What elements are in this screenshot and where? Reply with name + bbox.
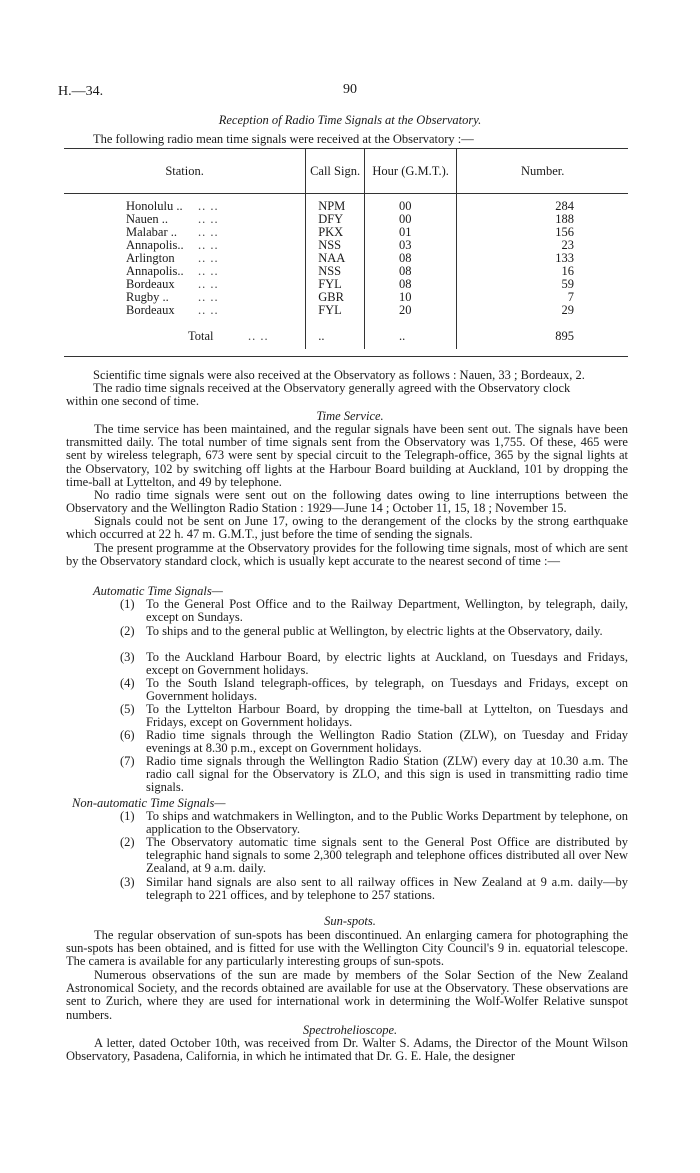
number-cell: 16: [457, 265, 628, 278]
callsign-cell: PKX: [306, 226, 365, 239]
table-bottom-rule: [64, 356, 628, 357]
station-cell: Bordeaux .. ..: [126, 277, 219, 291]
table-intro: The following radio mean time signals were received at the Observatory :—: [93, 132, 474, 146]
station-cell: Annapolis.. .. ..: [126, 264, 219, 278]
list-item-number: (6): [120, 728, 135, 742]
station-cell: Bordeaux .. ..: [126, 303, 219, 317]
table-row: [64, 304, 628, 323]
list-item-text: To the General Post Office and to the Railway Department, Wellington, by telegraph, daily, except on Sundays.: [146, 597, 628, 625]
list-item-text: Radio time signals through the Wellington Radio Station (ZLW) every day at 10.30 a.m. The radio call signal for the Observatory is ZLO, and this sign is used in transmitting radio time signals.: [146, 754, 628, 795]
number-cell: 188: [457, 213, 628, 226]
list-item-number: (2): [120, 624, 135, 638]
station-cell: Nauen .. .. ..: [126, 212, 219, 226]
number-cell: 133: [457, 252, 628, 265]
list-item-number: (5): [120, 702, 135, 716]
callsign-cell: NPM: [306, 194, 365, 214]
station-cell: Honolulu .. .. ..: [126, 199, 219, 213]
table-total-row: [64, 323, 628, 349]
radio-signals-table: [64, 148, 628, 349]
spectrohelioscope-heading: Spectrohelioscope.: [302, 1023, 398, 1037]
number-cell: 284: [457, 194, 628, 214]
hour-cell: 10: [364, 291, 456, 304]
list-item-text: To the Auckland Harbour Board, by electric lights at Auckland, on Tuesdays and Fridays, except on Government holidays.: [146, 650, 628, 678]
total-callsign-cell: ..: [306, 323, 365, 349]
list-item-text: Similar hand signals are also sent to all railway offices in New Zealand at 9 a.m. daily—by telegraph to 221 offices, and by telephone to 257 stations.: [146, 875, 628, 903]
station-cell: Arlington .. ..: [126, 251, 219, 265]
report-reference: H.—34.: [58, 84, 104, 99]
hour-cell: 08: [364, 252, 456, 265]
list-item-number: (4): [120, 676, 135, 690]
time-service-para-1: The time service has been maintained, and the regular signals have been sent out. The signals have been transmitted daily. The total number of time signals sent from the Observatory was 1,755. Of these, 465 were sent by wireless telegraph, 673 were sent by special circuit to the Telegraph-office, 365 by the signal lights at the Observatory, 102 by switching off lights at the Harbour Board building at Auckland, 101 by dropping the time-ball at Lyttelton, and 49 by telephone.: [66, 422, 628, 489]
list-item: [120, 651, 628, 677]
hour-cell: 00: [364, 213, 456, 226]
list-item: [120, 836, 628, 876]
list-item-text: To ships and to the general public at Wellington, by electric lights at the Observatory, daily.: [146, 624, 603, 638]
station-cell: Annapolis.. .. ..: [126, 238, 219, 252]
table-header-row: [64, 149, 628, 194]
list-item: [120, 703, 628, 729]
list-item-number: (7): [120, 754, 135, 768]
list-item: [120, 598, 628, 624]
non-automatic-signals-heading: Non-automatic Time Signals—: [72, 796, 226, 810]
table-row: [64, 194, 628, 214]
col-number-header: Number.: [457, 149, 628, 194]
list-item-number: (2): [120, 835, 135, 849]
list-item-text: To the South Island telegraph-offices, by telegraph, on Tuesdays and Fridays, except on Government holidays.: [146, 676, 628, 704]
col-callsign-header: Call Sign.: [306, 149, 365, 194]
hour-cell: 20: [364, 304, 456, 323]
list-item-text: Radio time signals through the Wellington Radio Station (ZLW), on Tuesday and Friday evenings at 8.30 p.m., except on Government holidays.: [146, 728, 628, 756]
number-cell: 156: [457, 226, 628, 239]
list-item: [120, 677, 628, 703]
callsign-cell: NSS: [306, 265, 365, 278]
hour-cell: 00: [364, 194, 456, 214]
scientific-signals-para: Scientific time signals were also received at the Observatory as follows : Nauen, 33 ; Bordeaux, 2.: [93, 368, 585, 382]
automatic-signals-heading: Automatic Time Signals—: [93, 584, 223, 598]
number-cell: 23: [457, 239, 628, 252]
list-item-number: (1): [120, 597, 135, 611]
page-number: 90: [343, 82, 357, 97]
agreement-para-line2: within one second of time.: [66, 394, 199, 408]
list-item-number: (1): [120, 809, 135, 823]
sunspots-para-2: Numerous observations of the sun are made by members of the Solar Section of the New Zealand Astronomical Society, and the records obtained are available for use at the Observatory. These observations are sent to Zurich, where they are used for international work in determining the Wolf-Wolfer Relative sunspot numbers.: [66, 968, 628, 1022]
list-item-number: (3): [120, 650, 135, 664]
list-item-text: The Observatory automatic time signals sent to the General Post Office are distributed by telegraphic hand signals to some 2,300 telegraph and telephone offices distributed all over New Zealand, at 9 a.m. daily.: [146, 835, 628, 876]
callsign-cell: GBR: [306, 291, 365, 304]
time-service-heading: Time Service.: [316, 409, 384, 423]
list-item-text: To ships and watchmakers in Wellington, and to the Public Works Department by telephone, on application to the Observatory.: [146, 809, 628, 837]
sunspots-heading: Sun-spots.: [324, 914, 376, 928]
station-cell: Malabar .. .. ..: [126, 225, 219, 239]
callsign-cell: FYL: [306, 278, 365, 291]
hour-cell: 03: [364, 239, 456, 252]
list-item: [120, 810, 628, 836]
spectrohelioscope-para-1: A letter, dated October 10th, was received from Dr. Walter S. Adams, the Director of the Mount Wilson Observatory, Pasadena, California, in which he intimated that Dr. G. E. Hale, the designer: [66, 1036, 628, 1064]
number-cell: 7: [457, 291, 628, 304]
list-item: [120, 729, 628, 755]
hour-cell: 01: [364, 226, 456, 239]
time-service-para-3: Signals could not be sent on June 17, owing to the derangement of the clocks by the strong earthquake which occurred at 22 h. 47 m. G.M.T., just before the time of sending the signals.: [66, 514, 628, 542]
hour-cell: 08: [364, 278, 456, 291]
list-item: [120, 625, 628, 638]
callsign-cell: NAA: [306, 252, 365, 265]
total-number-cell: 895: [457, 323, 628, 349]
col-station-header: Station.: [64, 149, 306, 194]
station-cell: Rugby .. .. ..: [126, 290, 219, 304]
list-item: [120, 876, 628, 902]
hour-cell: 08: [364, 265, 456, 278]
total-hour-cell: ..: [364, 323, 456, 349]
list-item: [120, 755, 628, 795]
list-item-text: To the Lyttelton Harbour Board, by dropping the time-ball at Lyttelton, on Tuesdays and Fridays, except on Government holidays.: [146, 702, 628, 730]
sunspots-para-1: The regular observation of sun-spots has been discontinued. An enlarging camera for photographing the sun-spots has been obtained, and is fitted for use with the Wellington City Council's 9 in. equatorial telescope. The camera is available for any particularly interesting groups of sun-spots.: [66, 928, 628, 969]
number-cell: 59: [457, 278, 628, 291]
table-title: Reception of Radio Time Signals at the Observatory.: [218, 113, 482, 127]
callsign-cell: NSS: [306, 239, 365, 252]
agreement-para-line1: The radio time signals received at the Observatory generally agreed with the Observatory clock: [93, 381, 571, 395]
col-hour-header: Hour (G.M.T.).: [364, 149, 456, 194]
time-service-para-4: The present programme at the Observatory provides for the following time signals, most of which are sent by the Observatory standard clock, which is usually kept accurate to the nearest second of time :—: [66, 541, 628, 569]
number-cell: 29: [457, 304, 628, 323]
time-service-para-2: No radio time signals were sent out on the following dates owing to line interruptions between the Observatory and the Wellington Radio Station : 1929—June 14 ; October 11, 15, 18 ; November 15.: [66, 488, 628, 516]
callsign-cell: DFY: [306, 213, 365, 226]
list-item-number: (3): [120, 875, 135, 889]
total-label-cell: Total .. ..: [188, 328, 269, 343]
callsign-cell: FYL: [306, 304, 365, 323]
